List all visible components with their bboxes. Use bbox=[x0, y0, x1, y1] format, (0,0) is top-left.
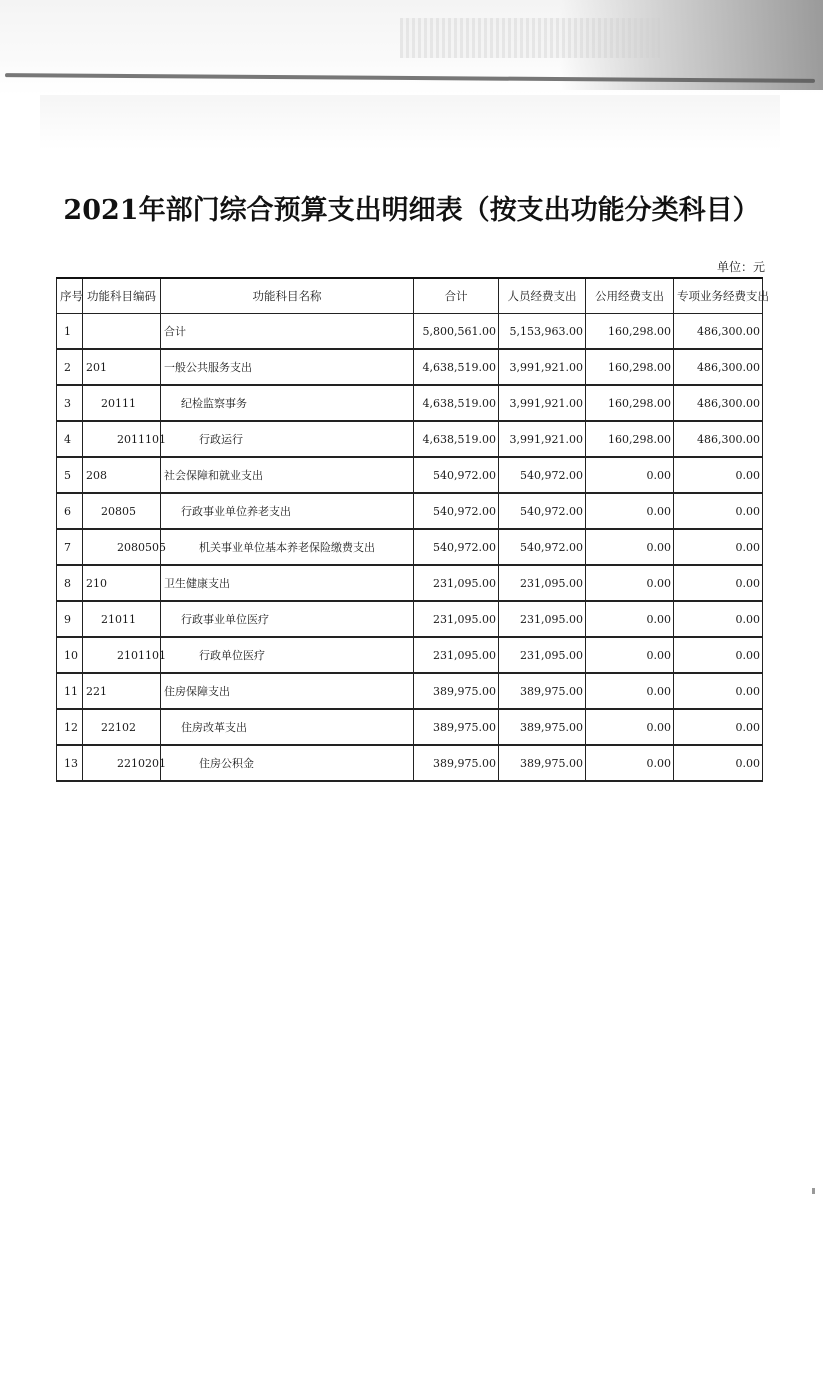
cell-public: 0.00 bbox=[586, 709, 674, 745]
cell-total: 389,975.00 bbox=[414, 745, 499, 781]
cell-personnel: 231,095.00 bbox=[499, 637, 586, 673]
header-name: 功能科目名称 bbox=[161, 278, 414, 314]
cell-personnel: 3,991,921.00 bbox=[499, 421, 586, 457]
cell-code: 2011101 bbox=[83, 421, 161, 457]
cell-special: 0.00 bbox=[674, 745, 763, 781]
cell-name: 机关事业单位基本养老保险缴费支出 bbox=[161, 529, 414, 565]
cell-seq: 2 bbox=[57, 349, 83, 385]
cell-public: 0.00 bbox=[586, 745, 674, 781]
cell-personnel: 231,095.00 bbox=[499, 565, 586, 601]
cell-public: 0.00 bbox=[586, 601, 674, 637]
cell-name: 行政事业单位养老支出 bbox=[161, 493, 414, 529]
scan-ghost-artifact bbox=[40, 95, 780, 150]
cell-personnel: 3,991,921.00 bbox=[499, 349, 586, 385]
cell-code: 221 bbox=[83, 673, 161, 709]
cell-name: 卫生健康支出 bbox=[161, 565, 414, 601]
cell-total: 231,095.00 bbox=[414, 601, 499, 637]
table-header-row bbox=[57, 278, 763, 314]
cell-seq: 12 bbox=[57, 709, 83, 745]
cell-code bbox=[83, 314, 161, 350]
cell-code: 20805 bbox=[83, 493, 161, 529]
cell-personnel: 540,972.00 bbox=[499, 529, 586, 565]
cell-special: 0.00 bbox=[674, 637, 763, 673]
table-row bbox=[57, 565, 763, 601]
cell-special: 0.00 bbox=[674, 601, 763, 637]
cell-code: 201 bbox=[83, 349, 161, 385]
cell-total: 389,975.00 bbox=[414, 709, 499, 745]
table-row bbox=[57, 314, 763, 350]
cell-name: 纪检监察事务 bbox=[161, 385, 414, 421]
cell-public: 160,298.00 bbox=[586, 421, 674, 457]
header-seq: 序号 bbox=[57, 278, 83, 314]
cell-special: 486,300.00 bbox=[674, 385, 763, 421]
cell-public: 0.00 bbox=[586, 493, 674, 529]
cell-total: 4,638,519.00 bbox=[414, 385, 499, 421]
cell-total: 540,972.00 bbox=[414, 457, 499, 493]
cell-special: 486,300.00 bbox=[674, 349, 763, 385]
cell-code: 210 bbox=[83, 565, 161, 601]
cell-seq: 7 bbox=[57, 529, 83, 565]
cell-public: 160,298.00 bbox=[586, 349, 674, 385]
table-row bbox=[57, 421, 763, 457]
cell-special: 0.00 bbox=[674, 529, 763, 565]
cell-seq: 13 bbox=[57, 745, 83, 781]
header-special: 专项业务经费支出 bbox=[674, 278, 763, 314]
table-row bbox=[57, 385, 763, 421]
cell-code: 22102 bbox=[83, 709, 161, 745]
cell-special: 0.00 bbox=[674, 457, 763, 493]
cell-seq: 9 bbox=[57, 601, 83, 637]
cell-special: 486,300.00 bbox=[674, 314, 763, 350]
cell-seq: 8 bbox=[57, 565, 83, 601]
cell-name: 社会保障和就业支出 bbox=[161, 457, 414, 493]
cell-name: 合计 bbox=[161, 314, 414, 350]
cell-name: 行政运行 bbox=[161, 421, 414, 457]
table-body bbox=[57, 314, 763, 782]
cell-public: 0.00 bbox=[586, 673, 674, 709]
cell-personnel: 540,972.00 bbox=[499, 493, 586, 529]
header-public: 公用经费支出 bbox=[586, 278, 674, 314]
table-row bbox=[57, 745, 763, 781]
cell-personnel: 389,975.00 bbox=[499, 709, 586, 745]
cell-personnel: 389,975.00 bbox=[499, 745, 586, 781]
cell-name: 行政单位医疗 bbox=[161, 637, 414, 673]
cell-seq: 10 bbox=[57, 637, 83, 673]
cell-personnel: 231,095.00 bbox=[499, 601, 586, 637]
unit-label: 单位：元 bbox=[716, 260, 765, 274]
table-row bbox=[57, 673, 763, 709]
table-row bbox=[57, 637, 763, 673]
cell-total: 540,972.00 bbox=[414, 529, 499, 565]
cell-total: 4,638,519.00 bbox=[414, 421, 499, 457]
cell-total: 231,095.00 bbox=[414, 565, 499, 601]
cell-public: 0.00 bbox=[586, 529, 674, 565]
cell-seq: 4 bbox=[57, 421, 83, 457]
cell-total: 389,975.00 bbox=[414, 673, 499, 709]
table-row bbox=[57, 529, 763, 565]
cell-special: 486,300.00 bbox=[674, 421, 763, 457]
cell-seq: 6 bbox=[57, 493, 83, 529]
cell-special: 0.00 bbox=[674, 565, 763, 601]
table-row bbox=[57, 709, 763, 745]
cell-seq: 1 bbox=[57, 314, 83, 350]
header-total: 合计 bbox=[414, 278, 499, 314]
cell-name: 住房公积金 bbox=[161, 745, 414, 781]
cell-code: 21011 bbox=[83, 601, 161, 637]
cell-special: 0.00 bbox=[674, 673, 763, 709]
cell-total: 4,638,519.00 bbox=[414, 349, 499, 385]
budget-table bbox=[56, 277, 769, 782]
table-row bbox=[57, 457, 763, 493]
cell-public: 0.00 bbox=[586, 565, 674, 601]
cell-total: 540,972.00 bbox=[414, 493, 499, 529]
cell-personnel: 5,153,963.00 bbox=[499, 314, 586, 350]
cell-seq: 3 bbox=[57, 385, 83, 421]
table-row bbox=[57, 601, 763, 637]
cell-code: 2210201 bbox=[83, 745, 161, 781]
table-row bbox=[57, 349, 763, 385]
cell-name: 行政事业单位医疗 bbox=[161, 601, 414, 637]
cell-personnel: 389,975.00 bbox=[499, 673, 586, 709]
cell-name: 住房改革支出 bbox=[161, 709, 414, 745]
cell-public: 160,298.00 bbox=[586, 385, 674, 421]
cell-total: 231,095.00 bbox=[414, 637, 499, 673]
cell-public: 0.00 bbox=[586, 457, 674, 493]
cell-name: 一般公共服务支出 bbox=[161, 349, 414, 385]
cell-seq: 11 bbox=[57, 673, 83, 709]
cell-code: 208 bbox=[83, 457, 161, 493]
table-row bbox=[57, 493, 763, 529]
cell-special: 0.00 bbox=[674, 709, 763, 745]
scan-edge-mark bbox=[812, 1188, 815, 1194]
header-code: 功能科目编码 bbox=[83, 278, 161, 314]
cell-personnel: 3,991,921.00 bbox=[499, 385, 586, 421]
cell-code: 2080505 bbox=[83, 529, 161, 565]
document-title: 2021年部门综合预算支出明细表（按支出功能分类科目） bbox=[63, 195, 760, 226]
cell-public: 160,298.00 bbox=[586, 314, 674, 350]
header-personnel: 人员经费支出 bbox=[499, 278, 586, 314]
cell-code: 2101101 bbox=[83, 637, 161, 673]
cell-name: 住房保障支出 bbox=[161, 673, 414, 709]
cell-personnel: 540,972.00 bbox=[499, 457, 586, 493]
cell-special: 0.00 bbox=[674, 493, 763, 529]
cell-code: 20111 bbox=[83, 385, 161, 421]
cell-seq: 5 bbox=[57, 457, 83, 493]
cell-public: 0.00 bbox=[586, 637, 674, 673]
cell-total: 5,800,561.00 bbox=[414, 314, 499, 350]
